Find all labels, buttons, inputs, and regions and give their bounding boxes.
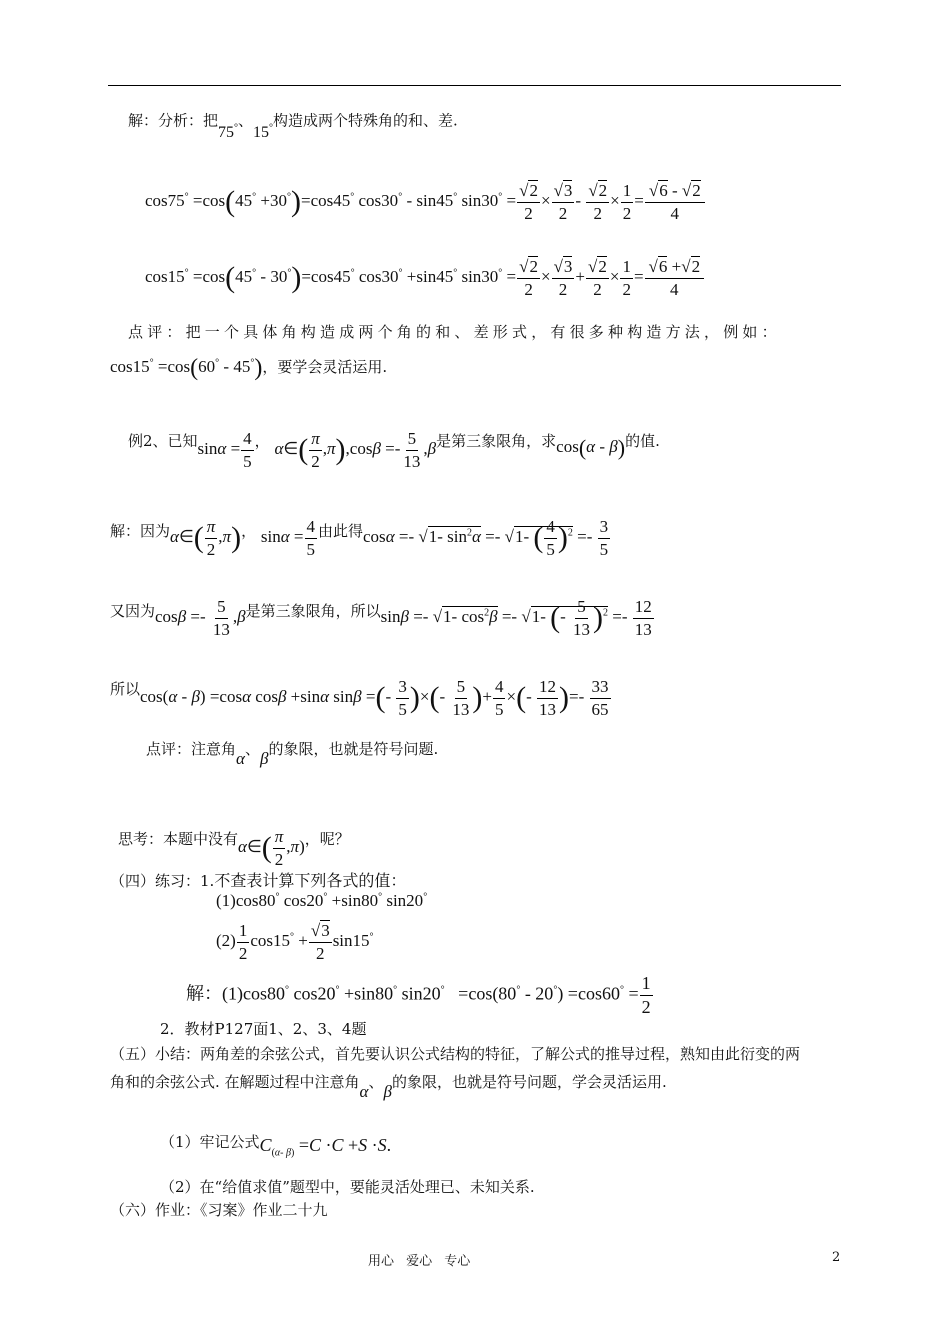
cos-alpha-equation: cosα =- √1- $\sin^2\alpha =- √1-$ ( $\frac{4}{5}$ )$^2$ =- $\frac{3}{5}$ bbox=[363, 517, 609, 559]
cos-diff-equation: cos(α - β) =cosα cosβ +sinα sinβ =(- $\frac{3}{5}$ )×(- $\frac{5}{13}$ )+ $\frac{4}{5}$ ×(- $\frac{12}{13}$ )=- $\frac{33}{65}$ bbox=[140, 677, 609, 719]
example2: 例2、已知sinα = $\frac{4}{5}$ ， α∈( $\frac{\pi}{2}$ ,π),cosβ =- $\frac{5}{13}$ ,β是第三象限角，求cos(α - β)的值. bbox=[128, 429, 660, 471]
practice-2: (2) $\frac{1}{2}$ cos15° + $\frac{√3}{2}$ sin15° bbox=[216, 921, 374, 963]
solution3: 又因为cosβ =- $\frac{5}{13}$ ,β是第三象限角，所以sinβ =- √1- $\cos^2\beta =- √1-$ (- $\frac{5}{13}$ )$^2$ =- $\frac{12}{13}$ bbox=[110, 590, 655, 634]
ex2-sin-alpha: sinα = $\frac{4}{5}$ bbox=[197, 429, 252, 471]
summary-line2: 角和的余弦公式. 在解题过程中注意角α、β的象限，也就是符号问题，学会灵活运用. bbox=[110, 1073, 667, 1101]
cos15-equation: cos15° =cos(45° - 30°)=cos45° cos30° +sin45° sin30° = $\frac{√2}{2}$ × $\frac{√3}{2}$ + $\frac{√2}{2}$ × $\frac{1}{2}$ = $\frac{√6 +√2}{4}$ bbox=[145, 256, 705, 300]
angle-15: 15° bbox=[253, 123, 274, 142]
comment1: 点评：把一个具体角构造成两个角的和、差形式，有很多种构造方法，例如： bbox=[128, 323, 781, 341]
practice-title: （四）练习：1.不查表计算下列各式的值： bbox=[110, 871, 407, 890]
given-value: （2）在“给值求值”题型中，要能灵活处理已、未知关系. bbox=[160, 1178, 535, 1196]
footer: 用心 爱心 专心 bbox=[368, 1254, 471, 1269]
practice-solution: 解：(1)cos80° cos20° +sin80° sin20° =cos(80° - 20°) =cos60° = $\frac{1}{2}$ bbox=[186, 973, 651, 1017]
practice-homework: 2．教材P127面1、2、3、4题 bbox=[160, 1020, 367, 1038]
solution1-intro: 解：分析：把75°、15°构造成两个特殊角的和、差. bbox=[128, 111, 458, 142]
practice-1: (1)cos80° cos20° +sin80° sin20° bbox=[216, 891, 428, 910]
summary-line1: （五）小结：两角差的余弦公式，首先要认识公式结构的特征，了解公式的推导过程，熟知由此衍变的两 bbox=[110, 1045, 801, 1063]
homework: （六）作业：《习案》作业二十九 bbox=[110, 1201, 328, 1219]
solution2: 解：因为α∈( $\frac{\pi}{2}$ ,π)， sinα = $\frac{4}{5}$ 由此得cosα =- √1- $\sin^2\alpha =- √1-$ ( $\frac{4}{5}$ )$^2$ =- $\frac{3}{5}$ bbox=[110, 510, 611, 554]
comment2: 点评：注意角α、β的象限，也就是符号问题. bbox=[146, 740, 439, 768]
solution4: 所以cos(α - β) =cosα cosβ +sinα sinβ =(- $\frac{3}{5}$ )×(- $\frac{5}{13}$ )+ $\frac{4}{5}$ ×(- $\frac{12}{13}$ )=- $\frac{33}{65}$ bbox=[110, 668, 612, 712]
page-number: 2 bbox=[832, 1250, 841, 1265]
comment1-line2: cos15° =cos(60° - 45°)，要学会灵活运用. bbox=[110, 355, 388, 381]
ex2-alpha-range: α∈( $\frac{\pi}{2}$ ,π),cosβ =- $\frac{5}{13}$ ,β bbox=[274, 429, 437, 471]
sin-beta-equation: sinβ =- √1- $\cos^2\beta =- √1-$ (- $\frac{5}{13}$ )$^2$ =- $\frac{12}{13}$ bbox=[380, 597, 652, 639]
remember-formula: （1）牢记公式$C_{(\alpha- \beta)} =C \cdot C +S \cdot S$. bbox=[160, 1133, 392, 1159]
header-rule bbox=[108, 85, 841, 86]
angle-75: 75° bbox=[218, 123, 239, 142]
ex2-target: cos(α - β) bbox=[556, 435, 626, 461]
comment1-math: cos15° =cos(60° - 45°) bbox=[110, 355, 263, 381]
cos75-equation: cos75° =cos(45° +30°)=cos45° cos30° - sin45° sin30° = $\frac{√2}{2}$ × $\frac{√3}{2}$ - $\frac{√2}{2}$ × $\frac{1}{2}$ = $\frac{√6 - √2}{4}$ bbox=[145, 180, 706, 224]
think: 思考：本题中没有α∈( $\frac{\pi}{2}$ ,π)，呢？ bbox=[118, 827, 350, 869]
